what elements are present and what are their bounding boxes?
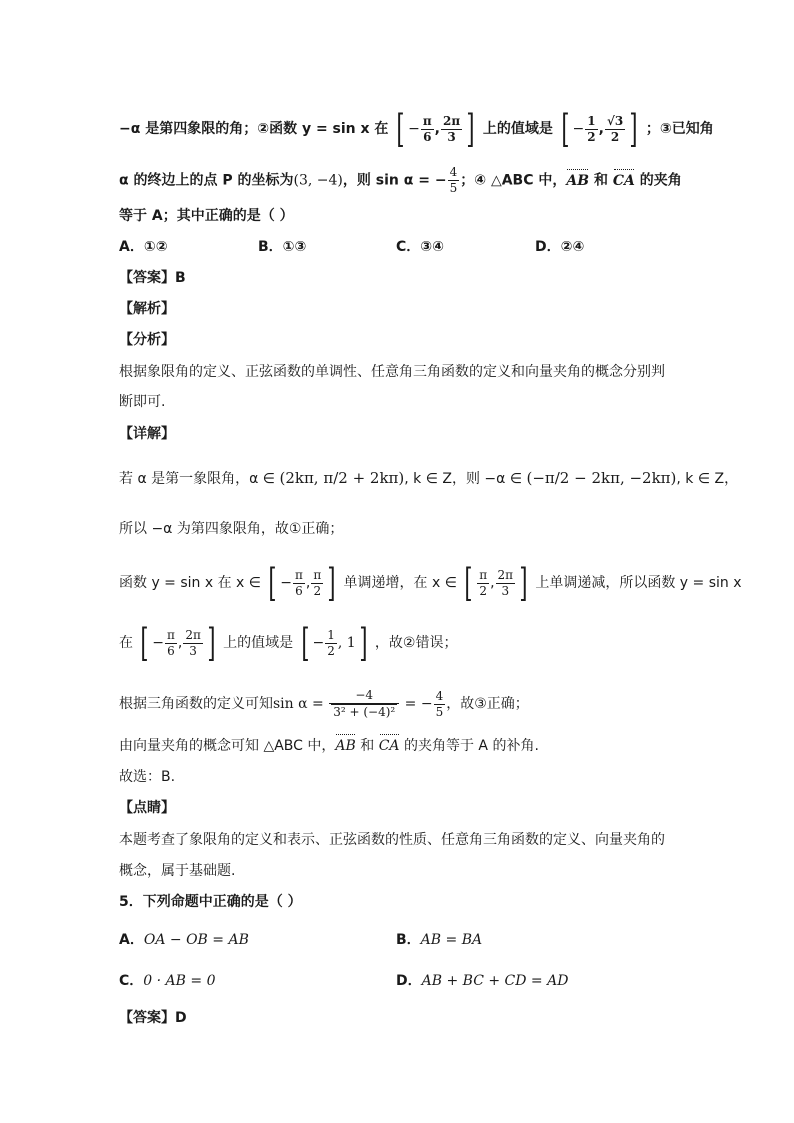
- q4-l2-text-d: 和: [593, 172, 608, 189]
- fenxi-text-1: 根据象限角的定义、正弦函数的单调性、任意角三角函数的定义和向量夹角的概念分别判: [119, 364, 665, 380]
- fraction: $\frac{4}{5}$: [449, 165, 458, 195]
- q4-l2-text-b: ，则 sin α = −: [342, 172, 447, 189]
- dianjing-text-1: 本题考查了象限角的定义和表示、正弦函数的性质、任意角三角函数的定义、向量夹角的: [119, 832, 665, 848]
- dianjing-text-2: 概念，属于基础题.: [119, 863, 236, 879]
- answer-label: 【答案】B: [119, 270, 186, 286]
- vector-ab: AB: [335, 738, 356, 754]
- q5-option-b: B．AB = BA: [396, 932, 483, 948]
- fraction: $\frac{√3}{2}$: [606, 113, 624, 144]
- detail-line-1: 若 α 是第一象限角，α ∈ (2kπ, π/2 + 2kπ), k ∈ Z，则 −α ∈ (−π/2 − 2kπ, −2kπ), k ∈ Z，: [119, 469, 739, 487]
- vector-expression: AB + BC + CD = AD: [421, 973, 569, 989]
- q4-line-3: 等于 A；其中正确的是（ ）: [119, 208, 294, 224]
- bracket-open: [: [561, 107, 570, 151]
- q4-l1-text-b: 上的值域是: [482, 121, 553, 137]
- q4-l1-text-c: ；③已知角: [645, 121, 714, 137]
- interval-1: (2kπ, π/2 + 2kπ): [279, 469, 405, 487]
- q4-l1-text-a: −α 是第四象限的角；②函数 y = sin x 在: [119, 121, 389, 137]
- q4-l2-text-a: α 的终边上的点 P 的坐标为: [119, 172, 294, 189]
- fraction: $\frac{1}{2}$: [587, 113, 596, 144]
- q5-option-d: D．AB + BC + CD = AD: [396, 973, 569, 989]
- q4-line-1: −α 是第四象限的角；②函数 y = sin x 在 [ − $\frac{\pi}{6}$ , $\frac{2\pi}{3}$ ] 上的值域是 [ − $\frac{1}{2}$ , $\frac{√3}{2}$ ] ；③已知角: [119, 107, 714, 151]
- detail-line-7: 故选：B.: [119, 769, 176, 785]
- option-b: B．①③: [258, 239, 307, 255]
- option-a: A．①②: [119, 239, 168, 255]
- vector-ca: CA: [378, 738, 400, 754]
- q4-l2-text-c: ；④ △ABC 中，: [460, 172, 567, 189]
- fraction: $\frac{2\pi}{3}$: [443, 113, 461, 144]
- detail-line-2: 所以 −α 为第四象限角，故①正确；: [119, 521, 344, 537]
- q5-stem: 5．下列命题中正确的是（ ）: [119, 894, 302, 910]
- point-coordinates: (3, −4): [293, 172, 343, 189]
- vector-expression: AB = BA: [420, 932, 483, 948]
- fenxi-text-2: 断即可.: [119, 394, 166, 410]
- q5-option-c: C．0 · AB = 0: [119, 973, 216, 989]
- q4-l2-text-e: 的夹角: [639, 172, 682, 189]
- detail-line-4: 在 [ − $\frac{\pi}{6}$ , $\frac{2\pi}{3}$ ] 上的值域是 [ − $\frac{1}{2}$ , 1] ，故②错误；: [119, 621, 458, 665]
- detail-label: 【详解】: [119, 426, 175, 442]
- detail-line-6: 由向量夹角的概念可知 △ABC 中，AB 和 CA 的夹角等于 A 的补角.: [119, 738, 539, 754]
- option-c: C．③④: [396, 239, 444, 255]
- q5-option-a: A．OA − OB = AB: [119, 932, 249, 948]
- q5-answer: 【答案】D: [119, 1010, 187, 1026]
- option-d: D．②④: [535, 239, 585, 255]
- fraction: $\frac{\pi}{6}$: [422, 113, 432, 144]
- fenxi-label: 【分析】: [119, 332, 175, 348]
- detail-line-3: 函数 y = sin x 在 x ∈ [ − $\frac{\pi}{6}$ , $\frac{\pi}{2}$ ] 单调递增，在 x ∈ [ $\frac{\pi}{2}$ , $\frac{2\pi}{3}$ ] 上单调递减，所以函数 y = sin x: [119, 561, 742, 605]
- bracket-close: ]: [629, 107, 638, 151]
- vector-expression: OA − OB = AB: [143, 932, 249, 948]
- bracket-close: ]: [466, 107, 475, 151]
- dianjing-label: 【点睛】: [119, 800, 175, 816]
- q4-line-2: [119, 165, 682, 196]
- detail-line-5: 根据三角函数的定义可知sin α = $\frac{-4}{\text{3² + (−4)²}}$ = − $\frac{4}{5}$ ，故③正确；: [119, 688, 529, 719]
- interval-2: (−π/2 − 2kπ, −2kπ): [526, 469, 677, 487]
- analysis-label: 【解析】: [119, 301, 175, 317]
- bracket-open: [: [396, 107, 405, 151]
- vector-ab: AB: [566, 172, 590, 189]
- vector-ca: CA: [612, 172, 635, 189]
- vector-expression: 0 · AB = 0: [143, 973, 216, 989]
